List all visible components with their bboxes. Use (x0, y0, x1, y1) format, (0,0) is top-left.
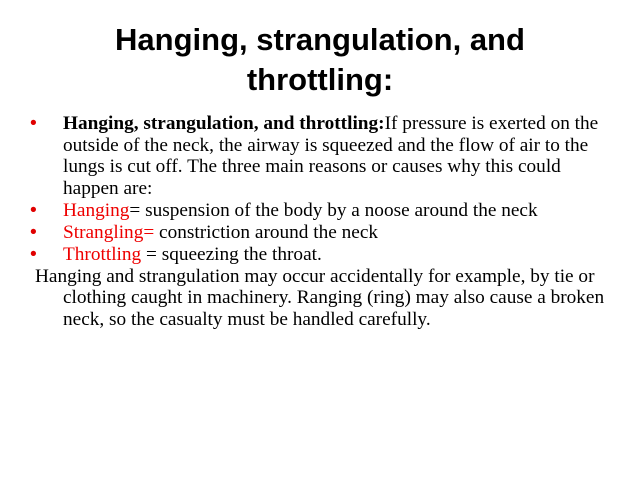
bullet-dot-icon: • (30, 113, 37, 134)
title-line-1: Hanging, strangulation, and (115, 22, 525, 57)
bullet-lead: Throttling (63, 243, 142, 265)
bullet-text: = squeezing the throat. (141, 243, 322, 265)
bullet-lead: Strangling= (63, 221, 155, 243)
title-line-2: throttling: (246, 62, 394, 97)
bullet-lead: Hanging (63, 199, 130, 221)
bullet-dot-icon: • (30, 199, 37, 221)
slide-title (60, 20, 580, 100)
bullet-dot-icon: • (30, 221, 37, 243)
bullet-item-definition (30, 113, 620, 199)
bullet-item-strangling (30, 222, 620, 244)
slide-body (30, 113, 620, 330)
bullet-text: = suspension of the body by a noose around the neck (129, 199, 538, 221)
bullet-item-throttling (30, 244, 620, 266)
bullet-text: If pressure is exerted on the outside of the neck, the airway is squeezed and the flow of air to the lungs is cut off. The three main reasons or causes why this could happen are: (63, 113, 599, 199)
closing-paragraph: Hanging and strangulation may occur accidentally for example, by tie or clothing caught in machinery. Ranging (ring) may also cause a broken neck, so the casualty must be handled carefully. (35, 265, 605, 330)
bullet-lead: Hanging, strangulation, and throttling: (63, 113, 385, 134)
bullet-item-hanging (30, 200, 620, 222)
bullet-dot-icon: • (30, 243, 37, 265)
bullet-text: constriction around the neck (154, 221, 379, 243)
